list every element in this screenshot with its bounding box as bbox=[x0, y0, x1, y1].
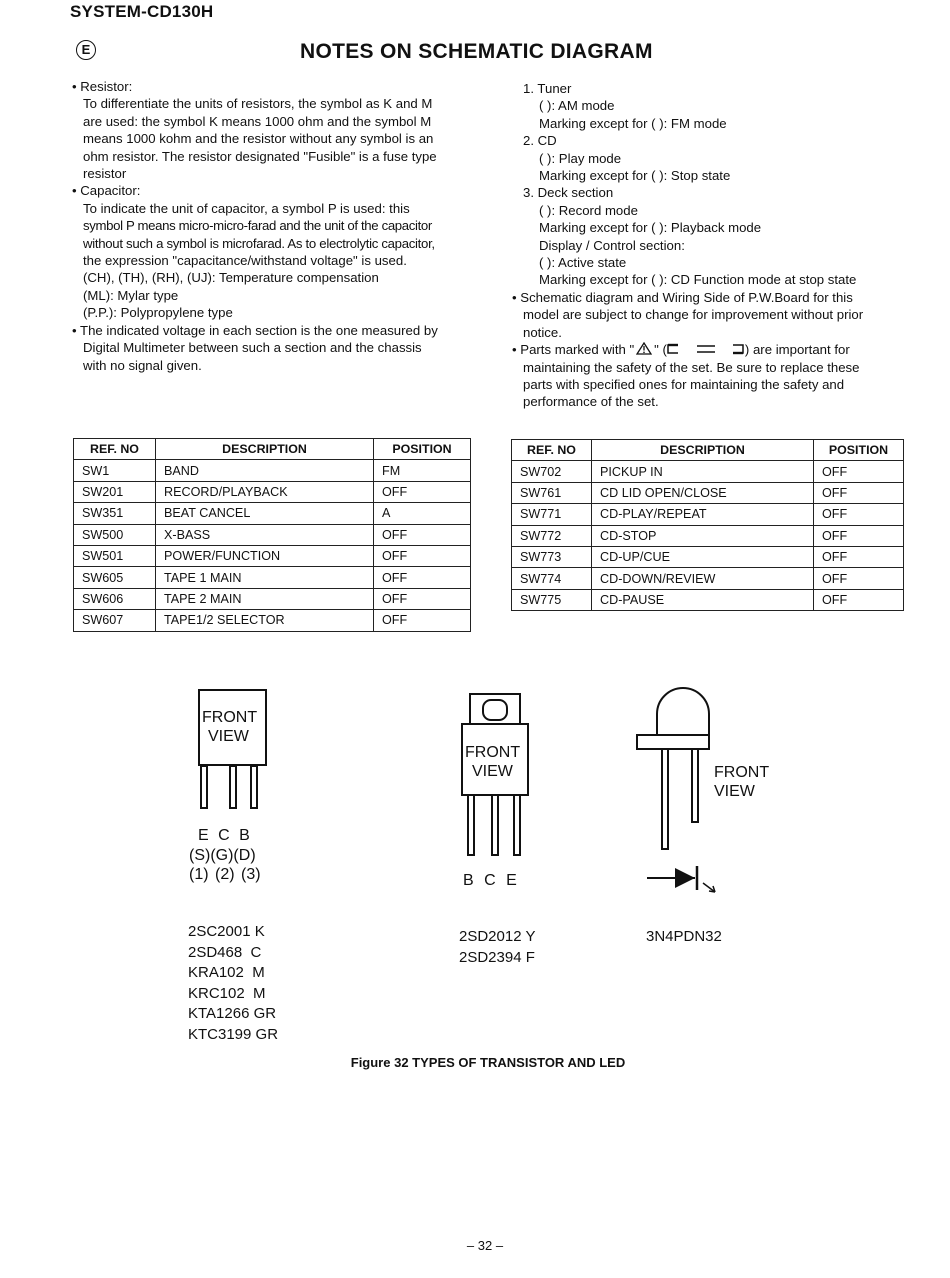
position-cell: OFF bbox=[814, 525, 904, 546]
position-cell: A bbox=[374, 503, 471, 524]
table-row bbox=[74, 545, 471, 566]
deck-line: ( ): Active state bbox=[539, 255, 627, 271]
table-row bbox=[512, 525, 904, 546]
ref-no-cell: SW606 bbox=[74, 588, 156, 609]
ref-no-cell: SW775 bbox=[512, 589, 592, 610]
capacitor-line: (CH), (TH), (RH), (UJ): Temperature compensation bbox=[83, 270, 379, 286]
description-cell: CD LID OPEN/CLOSE bbox=[592, 482, 814, 503]
resistor-heading: • Resistor: bbox=[72, 79, 133, 94]
schematic-note-line: notice. bbox=[523, 324, 562, 340]
pin-numbers: (1) (2) (3) bbox=[189, 866, 261, 883]
document-header: SYSTEM-CD130H bbox=[70, 2, 214, 21]
description-cell: TAPE1/2 SELECTOR bbox=[156, 610, 374, 631]
ref-no-cell: SW607 bbox=[74, 610, 156, 631]
voltage-note-line: Digital Multimeter between such a section and the chassis bbox=[83, 340, 422, 356]
position-cell: OFF bbox=[374, 545, 471, 566]
col-position: POSITION bbox=[374, 439, 471, 460]
capacitor-line: the expression "capacitance/withstand voltage" is used. bbox=[83, 253, 407, 269]
resistor-line: To differentiate the units of resistors, the symbol as K and M bbox=[83, 96, 433, 112]
col-ref-no: REF. NO bbox=[74, 439, 156, 460]
parts-note-mid: " ( bbox=[654, 342, 667, 358]
pin-labels: E C B bbox=[198, 827, 250, 844]
cd-line: ( ): Play mode bbox=[539, 150, 622, 166]
ref-no-cell: SW501 bbox=[74, 545, 156, 566]
col-position: POSITION bbox=[814, 440, 904, 461]
capacitor-line: (ML): Mylar type bbox=[83, 287, 179, 303]
front-view-label bbox=[465, 743, 520, 781]
description-cell: CD-PAUSE bbox=[592, 589, 814, 610]
ref-no-cell: SW1 bbox=[74, 460, 156, 481]
position-cell: OFF bbox=[374, 481, 471, 502]
position-cell: OFF bbox=[814, 504, 904, 525]
ref-no-cell: SW772 bbox=[512, 525, 592, 546]
description-cell: CD-PLAY/REPEAT bbox=[592, 504, 814, 525]
col-description: DESCRIPTION bbox=[592, 440, 814, 461]
cd-heading: 2. CD bbox=[523, 133, 557, 149]
front-view-line: VIEW bbox=[472, 763, 513, 780]
part-list-1 bbox=[188, 922, 278, 1045]
figure-caption: Figure 32 TYPES OF TRANSISTOR AND LED bbox=[350, 1055, 626, 1070]
description-cell: TAPE 2 MAIN bbox=[156, 588, 374, 609]
switch-table-main bbox=[73, 438, 471, 632]
position-cell: OFF bbox=[814, 546, 904, 567]
notes-right-column bbox=[512, 80, 904, 411]
ref-no-cell: SW201 bbox=[74, 481, 156, 502]
capacitor-line: without such a symbol is microfarad. As to electrolytic capacitor, bbox=[83, 235, 435, 251]
ref-no-cell: SW774 bbox=[512, 568, 592, 589]
transistor-package-1-icon bbox=[190, 688, 280, 813]
deck-line: Marking except for ( ): Playback mode bbox=[539, 220, 762, 236]
deck-heading: 3. Deck section bbox=[523, 185, 614, 201]
parts-note-line: maintaining the safety of the set. Be sure to replace these bbox=[523, 359, 860, 375]
position-cell: OFF bbox=[374, 524, 471, 545]
ref-no-cell: SW773 bbox=[512, 546, 592, 567]
table-row bbox=[74, 610, 471, 631]
safety-marking-icon bbox=[667, 343, 745, 355]
pin-labels: B C E bbox=[463, 872, 517, 889]
deck-line: Display / Control section: bbox=[539, 237, 685, 253]
position-cell: OFF bbox=[814, 461, 904, 482]
schematic-note-line: model are subject to change for improvement without prior bbox=[523, 307, 864, 323]
table-row bbox=[512, 568, 904, 589]
pin-labels-alt: (S)(G)(D) bbox=[189, 847, 256, 864]
notes-left-column bbox=[72, 78, 474, 374]
part-list-2 bbox=[459, 927, 535, 968]
front-view-line: VIEW bbox=[208, 728, 249, 745]
col-description: DESCRIPTION bbox=[156, 439, 374, 460]
part-number: KRA102 M bbox=[188, 964, 265, 981]
table-row bbox=[74, 567, 471, 588]
front-view-line: FRONT bbox=[202, 709, 258, 726]
parts-note-line: parts with specified ones for maintaining the safety and bbox=[523, 376, 845, 392]
description-cell: BAND bbox=[156, 460, 374, 481]
table-row bbox=[74, 481, 471, 502]
description-cell: TAPE 1 MAIN bbox=[156, 567, 374, 588]
resistor-line: resistor bbox=[83, 166, 127, 182]
ref-no-cell: SW500 bbox=[74, 524, 156, 545]
table-row bbox=[74, 460, 471, 481]
ref-no-cell: SW702 bbox=[512, 461, 592, 482]
parts-note-start: • Parts marked with " bbox=[512, 342, 635, 358]
position-cell: OFF bbox=[374, 610, 471, 631]
part-number: KRC102 M bbox=[188, 984, 266, 1002]
table-row bbox=[74, 588, 471, 609]
parts-note-line: performance of the set. bbox=[523, 394, 659, 410]
table-row bbox=[512, 461, 904, 482]
part-number: 2SD2394 F bbox=[459, 948, 535, 966]
front-view-line: VIEW bbox=[714, 783, 755, 800]
capacitor-line: (P.P.): Polypropylene type bbox=[83, 305, 233, 321]
front-view-line: FRONT bbox=[714, 764, 770, 781]
ref-no-cell: SW771 bbox=[512, 504, 592, 525]
parts-note-end: ) are important for bbox=[744, 342, 850, 358]
table-row bbox=[512, 482, 904, 503]
table-row bbox=[74, 524, 471, 545]
position-cell: OFF bbox=[814, 589, 904, 610]
position-cell: FM bbox=[374, 460, 471, 481]
position-cell: OFF bbox=[814, 482, 904, 503]
description-cell: PICKUP IN bbox=[592, 461, 814, 482]
page-number: – 32 – bbox=[466, 1238, 504, 1253]
tuner-line: Marking except for ( ): FM mode bbox=[539, 115, 727, 131]
region-badge-icon: E bbox=[76, 40, 96, 60]
description-cell: POWER/FUNCTION bbox=[156, 545, 374, 566]
position-cell: OFF bbox=[374, 567, 471, 588]
part-number: KTC3199 GR bbox=[188, 1025, 279, 1043]
table-row bbox=[512, 504, 904, 525]
voltage-note-line: with no signal given. bbox=[83, 357, 202, 373]
part-number: 2SD2012 Y bbox=[459, 928, 536, 945]
description-cell: CD-UP/CUE bbox=[592, 546, 814, 567]
voltage-note-line: • The indicated voltage in each section is the one measured by bbox=[72, 322, 438, 338]
capacitor-line: To indicate the unit of capacitor, a symbol P is used: this bbox=[83, 200, 410, 216]
schematic-note-line: • Schematic diagram and Wiring Side of P.W.Board for this bbox=[512, 289, 853, 305]
description-cell: CD-DOWN/REVIEW bbox=[592, 568, 814, 589]
front-view-label bbox=[202, 708, 257, 746]
resistor-line: means 1000 kohm and the resistor without any symbol is an bbox=[83, 131, 434, 147]
description-cell: X-BASS bbox=[156, 524, 374, 545]
ref-no-cell: SW351 bbox=[74, 503, 156, 524]
description-cell: CD-STOP bbox=[592, 525, 814, 546]
switch-table-cd bbox=[511, 439, 904, 611]
table-row bbox=[74, 503, 471, 524]
led-part-number: 3N4PDN32 bbox=[646, 928, 722, 945]
deck-line: ( ): Record mode bbox=[539, 202, 638, 218]
col-ref-no: REF. NO bbox=[512, 440, 592, 461]
parts-note-line bbox=[512, 341, 904, 358]
cd-line: Marking except for ( ): Stop state bbox=[539, 168, 731, 184]
front-view-label bbox=[714, 763, 769, 801]
position-cell: OFF bbox=[814, 568, 904, 589]
part-number: 2SC2001 K bbox=[188, 923, 265, 940]
part-number: 2SD468 C bbox=[188, 943, 262, 961]
diode-symbol-icon bbox=[647, 866, 715, 892]
table-row bbox=[512, 589, 904, 610]
tuner-line: ( ): AM mode bbox=[539, 98, 615, 114]
table-row bbox=[512, 546, 904, 567]
resistor-line: are used: the symbol K means 1000 ohm and the symbol M bbox=[83, 113, 432, 129]
section-title: NOTES ON SCHEMATIC DIAGRAM bbox=[300, 40, 653, 63]
capacitor-line: symbol P means micro-micro-farad and the unit of the capacitor bbox=[83, 218, 432, 234]
warning-triangle-icon bbox=[636, 342, 652, 355]
ref-no-cell: SW761 bbox=[512, 482, 592, 503]
front-view-line: FRONT bbox=[465, 744, 521, 761]
deck-line: Marking except for ( ): CD Function mode at stop state bbox=[539, 272, 857, 288]
tuner-heading: 1. Tuner bbox=[523, 81, 572, 96]
resistor-line: ohm resistor. The resistor designated "Fusible" is a fuse type bbox=[83, 148, 437, 164]
part-number: KTA1266 GR bbox=[188, 1005, 277, 1022]
ref-no-cell: SW605 bbox=[74, 567, 156, 588]
capacitor-heading: • Capacitor: bbox=[72, 183, 141, 199]
position-cell: OFF bbox=[374, 588, 471, 609]
description-cell: BEAT CANCEL bbox=[156, 503, 374, 524]
description-cell: RECORD/PLAYBACK bbox=[156, 481, 374, 502]
